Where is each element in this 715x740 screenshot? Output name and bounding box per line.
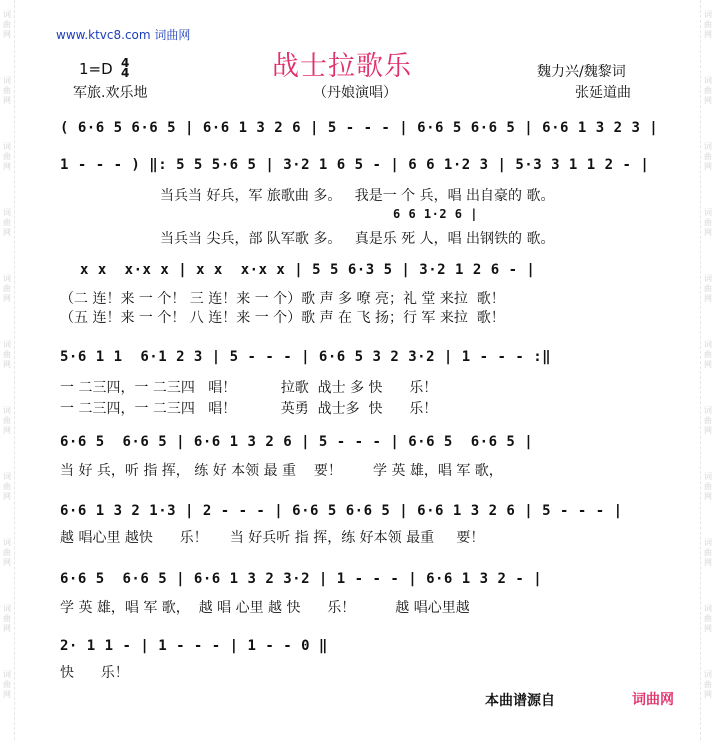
margin-watermark-text: 词 曲 网 [704,340,712,369]
margin-watermark-text: 词 曲 网 [704,274,712,303]
margin-watermark-text: 词 曲 网 [704,472,712,501]
song-title: 战士拉歌乐 [272,51,412,82]
time-signature-top: 4 [121,56,130,70]
margin-watermark-text: 词 曲 网 [704,208,712,237]
score-line-5-lyrics-2: 一 二三四，一 二三四 唱！ 英勇 战士多 快 乐！ [60,401,438,417]
score-line-1-notes: ( 6·6 5 6·6 5 | 6·6 1 3 2 6 | 5 - - - | 6·6 5 6·6 5 | 6·6 1 3 2 3 | [60,120,659,136]
margin-watermark-text: 词 曲 网 [704,142,712,171]
margin-watermark-text: 词 曲 网 [3,670,11,699]
margin-watermark-text: 词 曲 网 [3,142,11,171]
singer-credit: （丹娘演唱） [313,85,397,101]
score-line-3-notes: 6 6 1·2 6 | [393,207,478,221]
margin-watermark-text: 词 曲 网 [704,10,712,39]
margin-watermark-text: 词 曲 网 [704,604,712,633]
score-line-8-lyrics-1: 学 英 雄，唱 军 歌， 越 唱 心里 越 快 乐！ 越 唱心里越 [60,600,470,616]
score-line-5-lyrics-1: 一 二三四，一 二三四 唱！ 拉歌 战士 多 快 乐！ [60,380,438,396]
margin-watermark-text: 词 曲 网 [704,538,712,567]
score-line-6-notes: 6·6 5 6·6 5 | 6·6 1 3 2 6 | 5 - - - | 6·6 5 6·6 5 | [60,434,534,450]
key-signature: 1=D [79,60,113,78]
site-url[interactable]: www.ktvc8.com 词曲网 [56,28,191,42]
margin-watermark-text: 词 曲 网 [3,406,11,435]
tempo-marking: 军旅.欢乐地 [73,85,148,101]
lyricist-credit: 魏力兴/魏黎词 [537,64,626,80]
source-footer: 本曲谱源自 [485,693,555,709]
time-signature-bottom: 4 [121,66,130,80]
margin-watermark-text: 词 曲 网 [704,670,712,699]
margin-watermark-text: 词 曲 网 [3,208,11,237]
score-line-9-lyrics-1: 快 乐！ [60,665,129,681]
margin-watermark-text: 词 曲 网 [704,76,712,105]
score-line-2-notes: 1 - - - ) ‖: 5 5 5·6 5 | 3·2 1 6 5 - | 6 6 1·2 3 | 5·3 3 1 1 2 - | [60,157,650,173]
brand-logo[interactable]: 词曲网 [632,692,674,708]
score-line-2-lyrics-1: 当兵当 好兵，军 旅歌曲 多。 我是一 个 兵，唱 出自豪的 歌。 [160,188,555,204]
margin-watermark-text: 词 曲 网 [3,538,11,567]
score-line-9-notes: 2· 1 1 - | 1 - - - | 1 - - 0 ‖ [60,638,328,654]
score-line-6-lyrics-1: 当 好 兵，听 指 挥， 练 好 本领 最 重 要！ 学 英 雄，唱 军 歌， [60,463,503,479]
time-signature [121,58,129,78]
score-line-8-notes: 6·6 5 6·6 5 | 6·6 1 3 2 3·2 | 1 - - - | 6·6 1 3 2 - | [60,571,543,587]
composer-credit: 张延道曲 [575,85,631,101]
score-line-3-lyrics-1: 当兵当 尖兵，部 队军歌 多。 真是乐 死 人，唱 出钢铁的 歌。 [160,231,555,247]
score-line-7-notes: 6·6 1 3 2 1·3 | 2 - - - | 6·6 5 6·6 5 | 6·6 1 3 2 6 | 5 - - - | [60,503,623,519]
score-line-5-notes: 5·6 1 1 6·1 2 3 | 5 - - - | 6·6 5 3 2 3·2 | 1 - - - :‖ [60,349,552,365]
margin-watermark-text: 词 曲 网 [3,76,11,105]
score-line-4-notes: x x x·x x | x x x·x x | 5 5 6·3 5 | 3·2 1 2 6 - | [80,262,536,278]
score-line-4-lyrics-2: （五 连！来 一 个！ 八 连！来 一 个）歌 声 在 飞 扬；行 军 来拉 歌！ [60,310,505,326]
margin-watermark-text: 词 曲 网 [3,274,11,303]
margin-watermark-text: 词 曲 网 [704,406,712,435]
margin-watermark-text: 词 曲 网 [3,10,11,39]
score-line-4-lyrics-1: （二 连！来 一 个！ 三 连！来 一 个）歌 声 多 嘹 亮；礼 堂 来拉 歌！ [60,291,505,307]
margin-watermark-text: 词 曲 网 [3,604,11,633]
score-line-7-lyrics-1: 越 唱心里 越快 乐！ 当 好兵听 指 挥，练 好本领 最重 要！ [60,530,485,546]
margin-watermark-text: 词 曲 网 [3,340,11,369]
margin-watermark-text: 词 曲 网 [3,472,11,501]
